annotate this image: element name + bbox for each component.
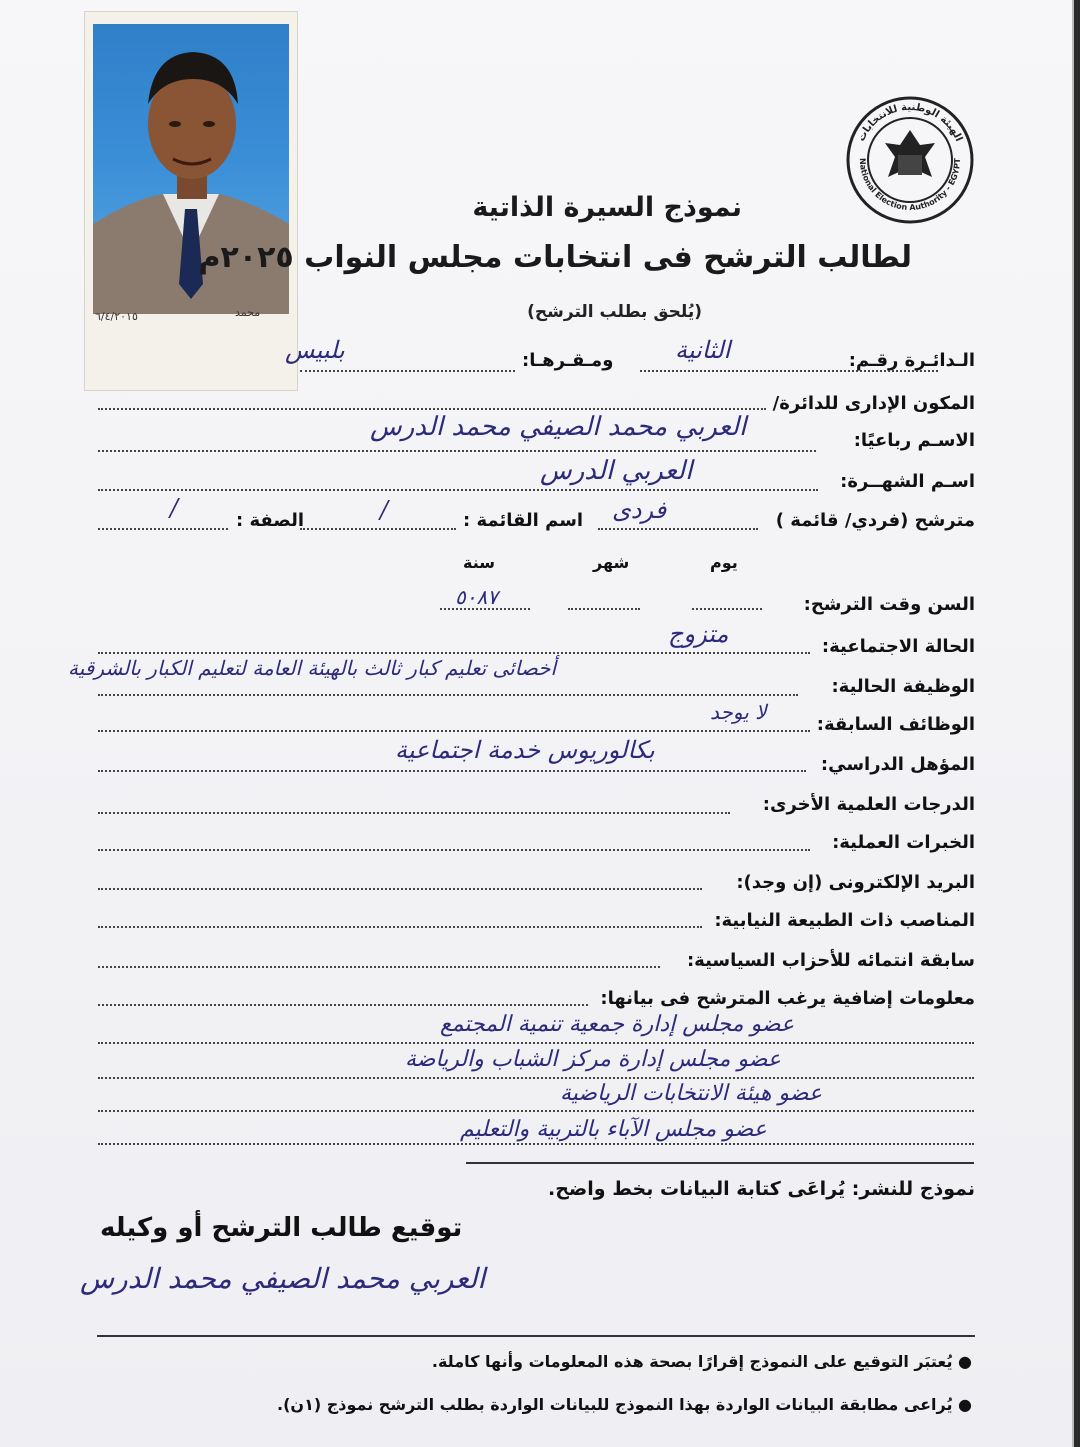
svg-text:National Election Authority -: National Election Authority - EGYPT <box>857 157 963 213</box>
signature-value: العربي محمد الصيفي محمد الدرس <box>80 1262 486 1295</box>
footnote-1-text: يُعتبَر التوقيع على النموذج إقرارًا بصحة هذه المعلومات وأنها كاملة. <box>431 1352 953 1371</box>
name-line <box>98 450 816 452</box>
fame-label: اسـم الشهــرة: <box>840 471 975 492</box>
capacity-value: / <box>170 494 179 522</box>
cand-value: فردى <box>612 496 667 524</box>
district-label: الـدائـرة رقـم: <box>848 350 975 371</box>
year-label: سنة <box>463 553 495 572</box>
form-subtitle: لطالب الترشح فى انتخابات مجلس النواب ٢٠٢٥م <box>198 240 912 275</box>
job-value: أخصائى تعليم كبار ثالث بالهيئة العامة لتعليم الكبار بالشرقية <box>68 656 557 680</box>
list-label: اسم القائمة : <box>463 510 584 531</box>
list-value: / <box>380 496 389 524</box>
age-day-line <box>692 608 762 610</box>
admin-line <box>98 408 766 410</box>
hq-value: بلبيس <box>285 336 345 364</box>
degrees-label: الدرجات العلمية الأخرى: <box>762 794 975 815</box>
signature-title: توقيع طالب الترشح أو وكيله <box>100 1213 463 1243</box>
extra-line-3 <box>98 1110 974 1112</box>
extra-line-4 <box>98 1143 974 1145</box>
extra-item: عضو مجلس إدارة مركز الشباب والرياضة <box>405 1047 781 1072</box>
capacity-line <box>98 528 228 530</box>
fame-line <box>98 489 818 491</box>
fame-value: العربي الدرس <box>540 456 693 486</box>
extra-line-1 <box>98 1042 974 1044</box>
cand-line <box>598 528 758 530</box>
capacity-label: الصفة : <box>236 510 305 531</box>
district-value: الثانية <box>675 336 731 364</box>
footnote-2-text: يُراعى مطابقة البيانات الواردة بهذا النموذج للبيانات الواردة بطلب الترشح نموذج (١ن). <box>277 1395 953 1414</box>
social-value: متزوج <box>668 620 729 648</box>
extra-item: عضو مجلس إدارة جمعية تنمية المجتمع <box>440 1012 795 1037</box>
edu-line <box>98 770 806 772</box>
scan-edge-inner <box>1072 0 1074 1447</box>
election-authority-seal <box>840 95 980 225</box>
svg-text:الهيئة الوطنية للانتخابات: الهيئة الوطنية للانتخابات <box>855 101 965 144</box>
scan-edge <box>1074 0 1080 1447</box>
footer-separator <box>97 1335 975 1337</box>
job-label: الوظيفة الحالية: <box>831 676 975 697</box>
email-line <box>98 888 702 890</box>
extra-item: عضو مجلس الآباء بالتربية والتعليم <box>460 1117 767 1142</box>
hq-label: ومـقـرهـا: <box>522 350 614 371</box>
degrees-line <box>98 812 730 814</box>
district-line <box>640 370 938 372</box>
footnote-2: ● يُراعى مطابقة البيانات الواردة بهذا النموذج للبيانات الواردة بطلب الترشح نموذج (١ن). <box>277 1395 972 1414</box>
parties-line <box>98 966 660 968</box>
extra-line-0 <box>98 1004 588 1006</box>
prev-value: لا يوجد <box>710 700 767 724</box>
month-label: شهر <box>593 553 630 572</box>
extra-line-2 <box>98 1077 974 1079</box>
name-value: العربي محمد الصيفي محمد الدرس <box>370 412 747 442</box>
prev-label: الوظائف السابقة: <box>816 714 975 735</box>
social-line <box>98 652 810 654</box>
age-month-line <box>568 608 640 610</box>
social-label: الحالة الاجتماعية: <box>821 636 975 657</box>
form-note: (يُلحق بطلب الترشح) <box>527 302 702 322</box>
edu-label: المؤهل الدراسي: <box>820 754 975 775</box>
positions-label: المناصب ذات الطبيعة النيابية: <box>714 910 975 931</box>
exp-label: الخبرات العملية: <box>832 832 975 853</box>
hq-line <box>300 370 515 372</box>
age-label: السن وقت الترشح: <box>803 594 975 615</box>
day-label: يوم <box>710 553 738 572</box>
cand-label: مترشح (فردي/ قائمة ) <box>775 510 975 531</box>
extra-label: معلومات إضافية يرغب المترشح فى بيانها: <box>600 988 975 1009</box>
candidate-photo-card <box>85 12 297 390</box>
admin-label: المكون الإدارى للدائرة/ <box>772 393 975 414</box>
edu-value: بكالوريوس خدمة اجتماعية <box>395 736 655 764</box>
exp-line <box>98 849 810 851</box>
list-line <box>300 528 456 530</box>
photo-date: ٦/٤/٢٠١٥ <box>95 310 138 323</box>
form-title: نموذج السيرة الذاتية <box>472 192 742 223</box>
positions-line <box>98 926 702 928</box>
parties-label: سابقة انتمائه للأحزاب السياسية: <box>686 950 975 971</box>
email-label: البريد الإلكترونى (إن وجد): <box>736 872 975 893</box>
age-value: ٥٠٨٧ <box>455 585 498 609</box>
photo-stamp-sign: محمد <box>235 306 261 319</box>
footnote-1: ● يُعتبَر التوقيع على النموذج إقرارًا بصحة هذه المعلومات وأنها كاملة. <box>431 1352 972 1371</box>
job-line <box>98 694 798 696</box>
prev-line <box>98 730 810 732</box>
publish-note: نموذج للنشر: يُراعَى كتابة البيانات بخط واضح. <box>548 1178 975 1200</box>
extra-item: عضو هيئة الانتخابات الرياضية <box>560 1081 822 1106</box>
publish-rule <box>466 1162 974 1164</box>
name-label: الاسـم رباعيًا: <box>853 430 975 451</box>
